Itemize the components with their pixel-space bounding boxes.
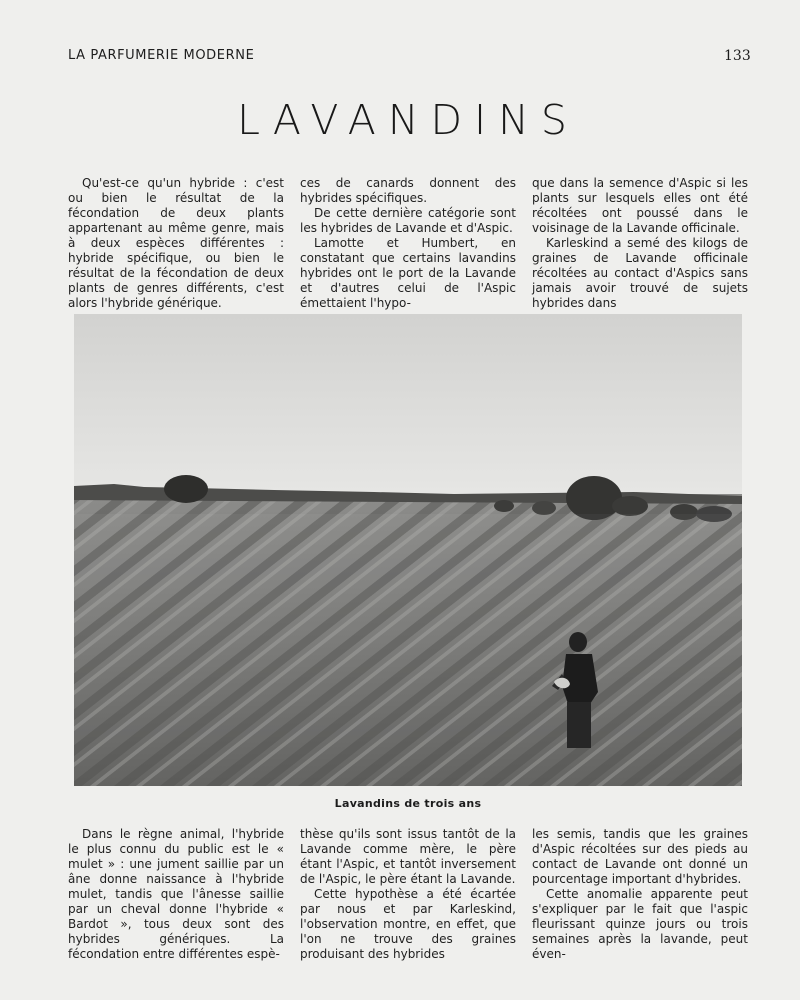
text-column-bottom-2 (300, 827, 516, 962)
paragraph: Cette hypothèse a été écartée par nous et par Karleskind, l'observation montre, en effet, que l'on ne trouve des graines produisant des hybrides (300, 887, 516, 961)
page-number: 133 (724, 48, 751, 64)
paragraph: les semis, tandis que les graines d'Aspic récoltées sur des pieds au contact de Lavande ont donné un pourcentage important d'hybrides. (532, 827, 748, 886)
paragraph: Qu'est-ce qu'un hybride : c'est ou bien le résultat de la fécondation de deux plants appartenant au même genre, mais à deux espèces différentes : hybride spécifique, ou bien le résultat de la fécondation de deux plants de genres différents, c'est alors l'hybride générique. (68, 176, 284, 310)
text-column-bottom-1 (68, 827, 284, 962)
paragraph: Lamotte et Humbert, en constatant que certains lavandins hybrides ont le port de la Lavande et d'autres celui de l'Aspic émettaient l'hypo- (300, 236, 516, 310)
paragraph: De cette dernière catégorie sont les hybrides de Lavande et d'Aspic. (300, 206, 516, 235)
figure-caption: Lavandins de trois ans (334, 797, 482, 810)
paragraph: ces de canards donnent des hybrides spécifiques. (300, 176, 516, 205)
text-column-top-2 (300, 176, 516, 311)
running-head: LA PARFUMERIE MODERNE (68, 48, 255, 63)
paragraph: thèse qu'ils sont issus tantôt de la Lavande comme mère, le père étant l'Aspic, et tantôt inversement de l'Aspic, le père étant la Lavande. (300, 827, 516, 886)
lavender-field-photo (74, 314, 742, 786)
paragraph: Karleskind a semé des kilogs de graines de Lavande officinale récoltées au contact d'Aspics sans jamais avoir trouvé de sujets hybrides dans (532, 236, 748, 310)
paragraph: Dans le règne animal, l'hybride le plus connu du public est le « mulet » : une jument saillie par un âne donne naissance à l'hybride mulet, tandis que l'ânesse saillie par un cheval donne l'hybride « Bardot », tous deux sont des hybrides génériques. La fécondation entre différentes espè- (68, 827, 284, 961)
paragraph: que dans la semence d'Aspic si les plants sur lesquels elles ont été récoltées ont poussé dans le voisinage de la Lavande officinale. (532, 176, 748, 235)
text-column-top-3 (532, 176, 748, 311)
article-title: LAVANDINS (237, 96, 579, 144)
text-column-bottom-3 (532, 827, 748, 962)
text-column-top-1 (68, 176, 284, 311)
paragraph: Cette anomalie apparente peut s'expliquer par le fait que l'aspic fleurissant quinze jours ou trois semaines après la lavande, peut éven- (532, 887, 748, 961)
